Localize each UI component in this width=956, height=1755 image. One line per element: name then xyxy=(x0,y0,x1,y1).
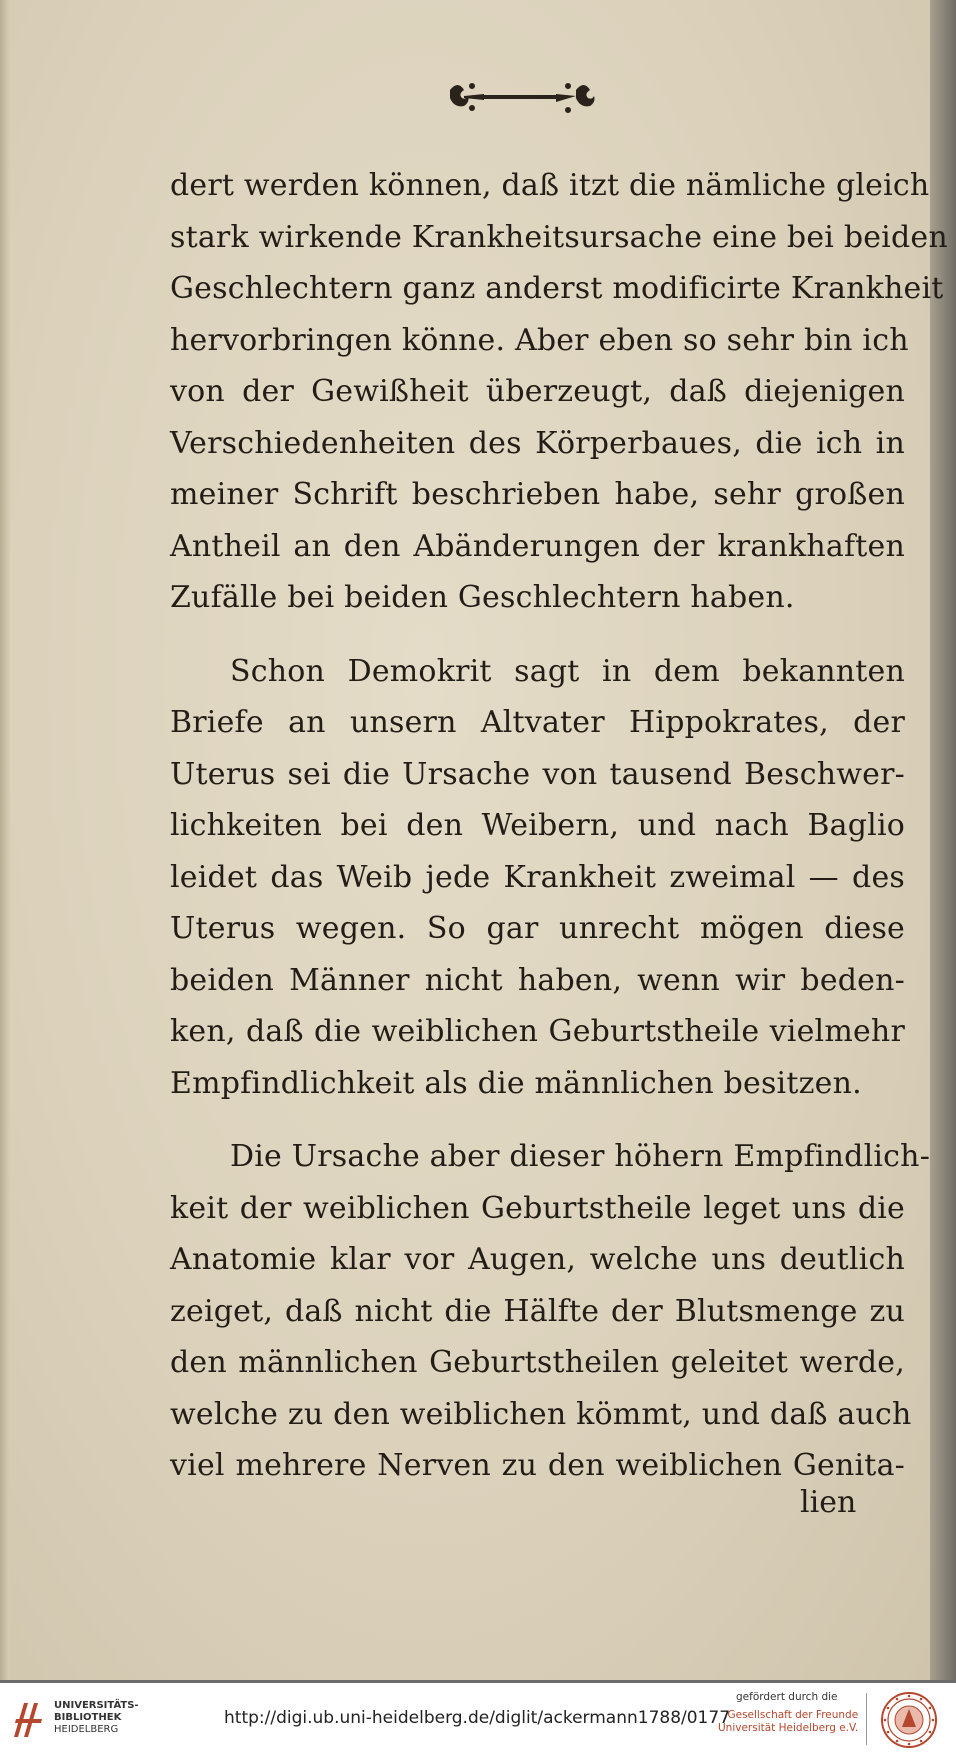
text-line: leidet das Weib jede Krankheit zweimal — des xyxy=(170,859,905,895)
text-line: von der Gewißheit überzeugt, daß diejenigen xyxy=(170,374,905,409)
university-library-logo-icon xyxy=(10,1697,46,1741)
library-name-line: HEIDELBERG xyxy=(54,1724,119,1735)
page xyxy=(10,0,948,1680)
text-line: Uterus sei die Ursache von tausend Beschwer- xyxy=(170,756,905,792)
text-line: Empfindlichkeit als die männlichen besitzen. xyxy=(170,1065,862,1101)
text-line: stark wirkende Krankheitsursache eine bei beiden xyxy=(170,219,948,255)
text-line: den männlichen Geburtstheilen geleitet werde, xyxy=(170,1345,905,1380)
funded-by-label: gefördert durch die xyxy=(736,1691,838,1703)
text-line: Schon Demokrit sagt in dem bekannten xyxy=(230,653,905,689)
footer-divider xyxy=(866,1693,867,1745)
text-line: Anatomie klar vor Augen, welche uns deutlich xyxy=(170,1242,905,1277)
text-line: welche zu den weiblichen kömmt, und daß auch xyxy=(170,1396,912,1432)
society-name-line: Gesellschaft der Freunde xyxy=(727,1709,859,1721)
text-line: Uterus wegen. So gar unrecht mögen diese xyxy=(170,911,905,946)
body-text xyxy=(170,160,948,1492)
footer-bar xyxy=(0,1683,956,1755)
text-line: lichkeiten bei den Weibern, und nach Baglio xyxy=(170,808,905,843)
library-name xyxy=(54,1700,139,1736)
society-name-line: Universität Heidelberg e.V. xyxy=(718,1722,859,1734)
text-line: meiner Schrift beschrieben habe, sehr großen xyxy=(170,477,905,512)
text-line: Verschiedenheiten des Körperbaues, die ich in xyxy=(170,425,905,461)
text-line: hervorbringen könne. Aber eben so sehr bin ich xyxy=(170,322,909,358)
text-line: Zufälle bei beiden Geschlechtern haben. xyxy=(170,580,795,615)
ornament-icon xyxy=(450,78,610,118)
text-line: Geschlechtern ganz anderst modificirte Krankheit xyxy=(170,271,944,306)
text-line: Die Ursache aber dieser höhern Empfindlich- xyxy=(230,1139,931,1174)
society-name xyxy=(718,1709,858,1735)
library-name-line: UNIVERSITÄTS- xyxy=(54,1700,139,1711)
catchword: lien xyxy=(800,1485,857,1520)
text-line: viel mehrere Nerven zu den weiblichen Genita- xyxy=(170,1448,905,1483)
text-line: Antheil an den Abänderungen der krankhaften xyxy=(170,528,905,564)
text-line: keit der weiblichen Geburtstheile leget uns die xyxy=(170,1190,905,1226)
text-line: beiden Männer nicht haben, wenn wir beden- xyxy=(170,962,905,998)
text-line: dert werden können, daß itzt die nämliche gleich xyxy=(170,168,930,203)
text-line: ken, daß die weiblichen Geburtstheile vielmehr xyxy=(170,1014,905,1049)
text-line: Briefe an unsern Altvater Hippokrates, der xyxy=(170,705,905,740)
library-name-line: BIBLIOTHEK xyxy=(54,1712,122,1723)
university-seal-icon xyxy=(880,1691,938,1749)
text-line: zeiget, daß nicht die Hälfte der Blutsmenge zu xyxy=(170,1293,905,1329)
permalink-url[interactable]: http://digi.ub.uni-heidelberg.de/diglit/ackermann1788/0177 xyxy=(224,1708,731,1728)
